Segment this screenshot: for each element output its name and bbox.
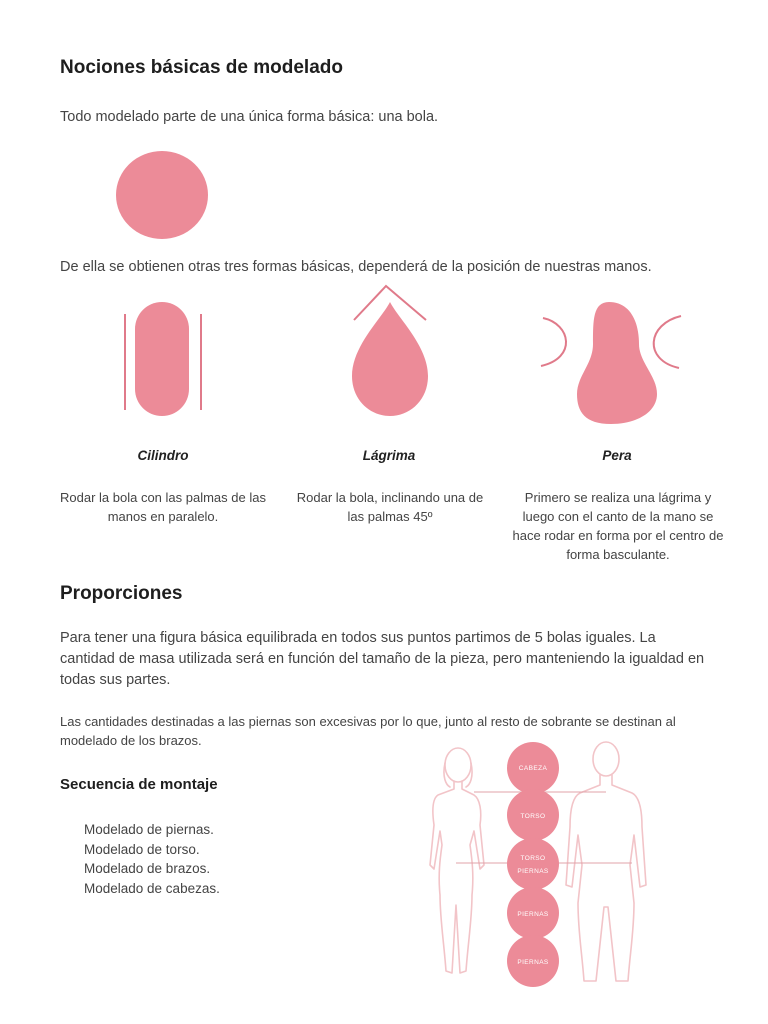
shape-name-cylinder: Cilindro (137, 448, 189, 463)
male-figure-outline (566, 742, 646, 981)
intro-text: Todo modelado parte de una única forma básica: una bola. (60, 109, 439, 125)
shape-description-pear: Primero se realiza una lágrima y luego con el canto de la mano se hace rodar en forma por el centro de forma basculante. (512, 490, 724, 562)
ball-label: TORSO (520, 855, 546, 862)
ball-label: PIERNAS (517, 959, 549, 966)
proportions-paragraph: Para tener una figura básica equilibrada en todos sus puntos partimos de 5 bolas iguales. La cantidad de masa utilizada será en función del tamaño de la pieza, pero manteniendo la igualdad en todas sus partes. (60, 630, 705, 688)
teardrop-shape-icon (348, 282, 434, 436)
proportion-ball-torso-legs (507, 838, 559, 890)
ball-label: CABEZA (518, 765, 548, 772)
assembly-step: Modelado de piernas. (84, 822, 214, 837)
proportion-ball-legs (507, 935, 559, 987)
section-title-basic-modeling: Nociones básicas de modelado (60, 57, 343, 78)
assembly-steps-list (84, 820, 220, 898)
pear-shape-icon (535, 298, 685, 426)
proportions-diagram (420, 735, 660, 993)
ball-label: PIERNAS (517, 868, 549, 875)
proportion-ball-legs (507, 887, 559, 939)
ball-label: PIERNAS (517, 911, 549, 918)
legs-note-paragraph: Las cantidades destinadas a las piernas son excesivas por lo que, junto al resto de sobrante se destinan al modelado de los brazos. (60, 714, 676, 748)
ball-stack (507, 742, 559, 987)
cylinder-shape-icon (115, 300, 215, 418)
ball-shape-icon (112, 150, 212, 242)
section-title-assembly-sequence: Secuencia de montaje (60, 776, 218, 793)
shape-description-cylinder: Rodar la bola con las palmas de las manos en paralelo. (60, 490, 266, 524)
shape-name-pear: Pera (602, 448, 632, 463)
assembly-step: Modelado de cabezas. (84, 880, 220, 896)
female-figure-outline (430, 748, 484, 973)
assembly-step: Modelado de torso. (84, 841, 200, 857)
proportion-ball-head (507, 742, 559, 794)
ball-label: TORSO (520, 813, 546, 820)
shape-name-teardrop: Lágrima (362, 448, 416, 463)
derived-shapes-text: De ella se obtienen otras tres formas básicas, dependerá de la posición de nuestras manos. (60, 259, 652, 275)
section-title-proportions: Proporciones (60, 583, 183, 604)
assembly-step: Modelado de brazos. (84, 861, 211, 876)
proportion-ball-torso (507, 789, 559, 841)
shape-description-teardrop: Rodar la bola, inclinando una de las palmas 45º (296, 490, 484, 524)
